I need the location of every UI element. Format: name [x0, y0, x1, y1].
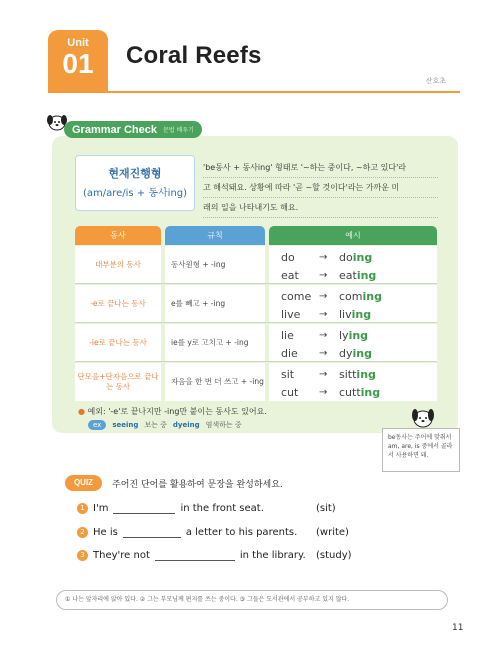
- description-line: 'be동사 + 동사ing' 형태로 '~하는 중이다, ~하고 있다'라: [203, 158, 438, 178]
- header-rule: 규칙: [165, 226, 265, 245]
- question-hint: (sit): [316, 503, 336, 514]
- ing-suffix: ing: [352, 347, 372, 360]
- question-after: in the library.: [239, 550, 306, 561]
- rule-text: 동사원형 + -ing: [165, 246, 265, 283]
- rule-name: 현재진행형: [108, 167, 162, 180]
- question-hint: (write): [316, 527, 349, 538]
- ing-suffix: ing: [360, 386, 381, 399]
- page-title: Coral Reefs: [126, 42, 262, 69]
- verb-type: -ie로 끝나는 동사: [75, 324, 161, 361]
- ing-stem: liv: [339, 308, 352, 321]
- answer-key: ① 나는 앞자리에 앉아 있다. ② 그는 부모님께 편지를 쓰는 중이다. ③ 그들은 도서관에서 공부하고 있지 않다.: [56, 590, 448, 610]
- table-row: [75, 246, 437, 284]
- question-after: in the front seat.: [180, 503, 264, 514]
- rule-box: [75, 155, 195, 211]
- question-number: 3: [77, 550, 88, 561]
- verb-type: 단모음+단자음으로 끝나는 동사: [75, 363, 161, 401]
- bullet-icon: ●: [78, 407, 85, 416]
- dog-mascot-icon: [408, 404, 438, 430]
- exception-meaning: 염색하는 중: [205, 421, 242, 429]
- unit-badge: [48, 30, 108, 92]
- example-line: [281, 268, 437, 283]
- quiz-item: [77, 503, 264, 514]
- base-verb: die: [281, 347, 298, 360]
- grammar-check-subtitle: 문법 배우기: [163, 127, 194, 134]
- question-number: 1: [77, 503, 88, 514]
- example-line: [281, 307, 437, 322]
- grammar-check-title: Grammar Check: [72, 123, 157, 136]
- page-number: 11: [452, 623, 464, 633]
- question-before: He is: [93, 527, 118, 538]
- example-line: [281, 367, 437, 382]
- example-line: [281, 328, 437, 343]
- korean-title: 산호초: [425, 77, 446, 85]
- exception-note: [78, 406, 267, 417]
- header-verb: 동사: [75, 226, 161, 245]
- table-row: [75, 363, 437, 401]
- arrow-icon: →: [319, 291, 328, 302]
- rule-text: 자음을 한 번 더 쓰고 + -ing: [165, 363, 265, 401]
- grammar-check-badge: [64, 121, 202, 138]
- ing-stem: com: [339, 290, 363, 303]
- ing-stem: dy: [339, 347, 353, 360]
- tip-box: be동사는 주어에 맞춰서 am, are, is 중에서 골라서 사용하면 돼.: [382, 428, 460, 472]
- description-line: 고 해석돼요. 상황에 따라 '곧 ~할 것이다'라는 가까운 미: [203, 178, 438, 198]
- example-line: [281, 250, 437, 265]
- exception-meaning: 보는 중: [144, 421, 167, 429]
- exception-examples: [88, 420, 242, 430]
- ing-suffix: ing: [362, 290, 382, 303]
- question-before: I'm: [93, 503, 109, 514]
- verb-type: -e로 끝나는 동사: [75, 285, 161, 322]
- ing-stem: do: [339, 251, 353, 264]
- ing-stem: eat: [339, 269, 357, 282]
- rule-form: (am/are/is + 동사ing): [82, 188, 188, 199]
- quiz-badge: QUIZ: [65, 475, 102, 491]
- quiz-instruction: 주어진 단어를 활용하여 문장을 완성하세요.: [112, 480, 283, 490]
- ing-suffix: ing: [352, 251, 373, 264]
- rule-text: e를 빼고 + -ing: [165, 285, 265, 322]
- question-before: They're not: [93, 550, 150, 561]
- base-verb: come: [281, 290, 312, 303]
- question-number: 2: [77, 527, 88, 538]
- arrow-icon: →: [319, 387, 328, 398]
- ing-suffix: ing: [356, 368, 376, 381]
- unit-label: Unit: [67, 37, 89, 49]
- ing-suffix: ing: [356, 269, 377, 282]
- question-after: a letter to his parents.: [185, 527, 298, 538]
- base-verb: eat: [281, 269, 299, 282]
- rule-text: ie를 y로 고치고 + -ing: [165, 324, 265, 361]
- arrow-icon: →: [319, 270, 328, 281]
- arrow-icon: →: [319, 330, 328, 341]
- quiz-item: [77, 550, 306, 561]
- ing-suffix: ing: [351, 308, 372, 321]
- answer-blank[interactable]: [123, 528, 181, 538]
- ing-stem: ly: [339, 329, 349, 342]
- exception-text: 예외: '-e'로 끝나지만 -ing만 붙이는 동사도 있어요.: [87, 407, 267, 416]
- example-line: [281, 385, 437, 400]
- ing-suffix: ing: [348, 329, 369, 342]
- example-line: [281, 289, 437, 304]
- base-verb: live: [281, 308, 301, 321]
- answer-blank[interactable]: [113, 504, 175, 514]
- examples: [269, 324, 437, 361]
- table-row: [75, 285, 437, 323]
- unit-number: 01: [62, 48, 94, 79]
- header-divider: [48, 91, 460, 93]
- quiz-item: [77, 527, 297, 538]
- arrow-icon: →: [319, 252, 328, 263]
- rule-description: [203, 158, 438, 218]
- table-row: [75, 324, 437, 362]
- exception-word: seeing: [112, 421, 139, 429]
- base-verb: do: [281, 251, 295, 264]
- ing-stem: cutt: [339, 386, 361, 399]
- example-chip: ex: [88, 420, 106, 430]
- exception-word: dyeing: [172, 421, 200, 429]
- arrow-icon: →: [319, 309, 328, 320]
- description-line: 래의 일을 나타내기도 해요.: [203, 198, 438, 218]
- examples: [269, 363, 437, 401]
- base-verb: lie: [281, 329, 294, 342]
- question-hint: (study): [316, 550, 352, 561]
- examples: [269, 246, 437, 283]
- example-line: [281, 346, 437, 361]
- verb-type: 대부분의 동사: [75, 246, 161, 283]
- answer-blank[interactable]: [155, 551, 235, 561]
- base-verb: sit: [281, 368, 295, 381]
- arrow-icon: →: [319, 348, 328, 359]
- arrow-icon: →: [319, 369, 328, 380]
- header-example: 예시: [269, 226, 437, 245]
- base-verb: cut: [281, 386, 299, 399]
- examples: [269, 285, 437, 322]
- ing-stem: sitt: [339, 368, 357, 381]
